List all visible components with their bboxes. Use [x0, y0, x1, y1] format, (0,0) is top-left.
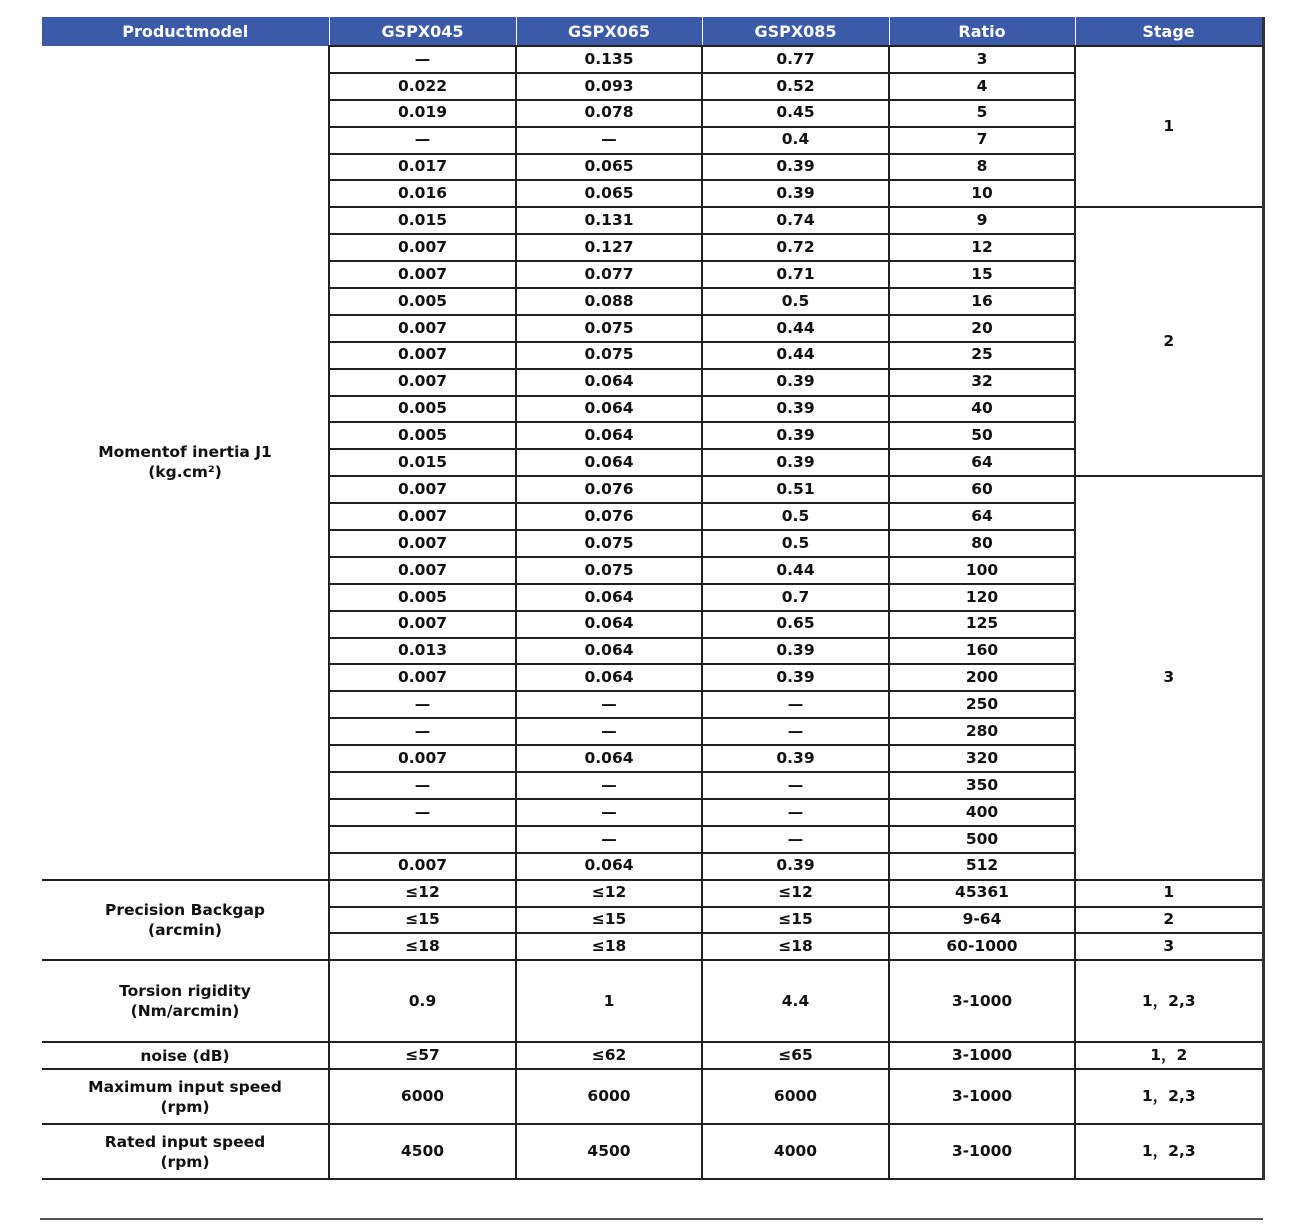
- table-cell: 200: [889, 664, 1075, 691]
- table-cell: —: [702, 772, 889, 799]
- table-cell: ≤65: [702, 1042, 889, 1069]
- table-cell: 0.39: [702, 422, 889, 449]
- table-cell: 0.064: [516, 638, 702, 665]
- table-cell: 0.065: [516, 154, 702, 181]
- table-cell: 0.065: [516, 180, 702, 207]
- table-cell: 0.127: [516, 234, 702, 261]
- table-cell: ≤18: [329, 933, 516, 960]
- inertia-label-line2: (kg.cm²): [148, 463, 222, 482]
- table-cell: 8: [889, 154, 1075, 181]
- table-cell: —: [516, 718, 702, 745]
- table-cell: 0.078: [516, 100, 702, 127]
- table-cell: 0.007: [329, 611, 516, 638]
- table-cell: 20: [889, 315, 1075, 342]
- table-cell: 0.075: [516, 557, 702, 584]
- table-cell: 400: [889, 799, 1075, 826]
- table-cell: 32: [889, 369, 1075, 396]
- stage-cell: 3: [1075, 476, 1263, 879]
- backgap-label: [42, 880, 329, 961]
- table-cell: 2: [1075, 907, 1263, 934]
- backgap-label-line2: (arcmin): [148, 920, 222, 939]
- table-cell: —: [329, 127, 516, 154]
- header-ratio: Ratio: [889, 17, 1075, 46]
- table-cell: 0.015: [329, 207, 516, 234]
- header-gspx045: GSPX045: [329, 17, 516, 46]
- table-cell: ≤18: [516, 933, 702, 960]
- table-cell: 320: [889, 745, 1075, 772]
- table-cell: 0.52: [702, 73, 889, 100]
- table-cell: 0.007: [329, 261, 516, 288]
- table-cell: 0.005: [329, 584, 516, 611]
- table-cell: 0.075: [516, 342, 702, 369]
- table-cell: 0.093: [516, 73, 702, 100]
- table-cell: 3-1000: [889, 960, 1075, 1042]
- table-cell: 9-64: [889, 907, 1075, 934]
- header-row: [42, 17, 1263, 46]
- table-cell: 0.4: [702, 127, 889, 154]
- table-cell: 3-1000: [889, 1042, 1075, 1069]
- table-cell: —: [516, 772, 702, 799]
- table-cell: 0.088: [516, 288, 702, 315]
- inertia-section: [42, 46, 1263, 880]
- max-speed-label-line2: (rpm): [160, 1097, 210, 1116]
- backgap-section: [42, 880, 1263, 961]
- table-cell: 0.39: [702, 369, 889, 396]
- table-cell: 6000: [702, 1069, 889, 1124]
- table-cell: 0.51: [702, 476, 889, 503]
- table-cell: 0.007: [329, 476, 516, 503]
- table-cell: 60-1000: [889, 933, 1075, 960]
- table-cell: 0.075: [516, 315, 702, 342]
- table-cell: 0.39: [702, 396, 889, 423]
- table-cell: 0.71: [702, 261, 889, 288]
- table-cell: 0.72: [702, 234, 889, 261]
- table-cell: 250: [889, 691, 1075, 718]
- table-cell: 3: [1075, 933, 1263, 960]
- table-bottom-rule: [40, 1218, 1263, 1220]
- table-cell: 1，2,3: [1075, 960, 1263, 1042]
- table-cell: 6000: [516, 1069, 702, 1124]
- inertia-label: [42, 46, 329, 880]
- table-cell: 0.39: [702, 853, 889, 880]
- table-cell: 100: [889, 557, 1075, 584]
- table-cell: 500: [889, 826, 1075, 853]
- table-cell: 0.064: [516, 449, 702, 476]
- table-cell: 0.39: [702, 745, 889, 772]
- torsion-label: [42, 960, 329, 1042]
- table-cell: —: [329, 799, 516, 826]
- table-cell: 0.39: [702, 154, 889, 181]
- table-cell: 0.064: [516, 396, 702, 423]
- header-product-model: Productmodel: [42, 17, 329, 46]
- table-cell: 1，2,3: [1075, 1124, 1263, 1179]
- table-cell: 64: [889, 449, 1075, 476]
- table-cell: ≤12: [329, 880, 516, 907]
- table-cell: 0.022: [329, 73, 516, 100]
- table-cell: 4500: [516, 1124, 702, 1179]
- table-cell: 50: [889, 422, 1075, 449]
- rated-speed-label-line1: Rated input speed: [104, 1132, 266, 1151]
- table-cell: 0.064: [516, 422, 702, 449]
- table-cell: 5: [889, 100, 1075, 127]
- table-cell: 0.65: [702, 611, 889, 638]
- max-speed-label: [42, 1069, 329, 1124]
- table-cell: 0.017: [329, 154, 516, 181]
- table-cell: 12: [889, 234, 1075, 261]
- table-cell: 0.075: [516, 530, 702, 557]
- table-cell: 0.007: [329, 530, 516, 557]
- table-row: [42, 880, 1263, 907]
- table-cell: 4500: [329, 1124, 516, 1179]
- table-cell: 0.45: [702, 100, 889, 127]
- table-cell: 0.007: [329, 234, 516, 261]
- table-cell: 1: [1075, 880, 1263, 907]
- table-cell: ≤12: [516, 880, 702, 907]
- table-cell: 125: [889, 611, 1075, 638]
- table-cell: 0.077: [516, 261, 702, 288]
- table-cell: 0.39: [702, 449, 889, 476]
- table-cell: 0.5: [702, 530, 889, 557]
- table-cell: —: [329, 46, 516, 73]
- table-cell: 0.74: [702, 207, 889, 234]
- table-cell: ≤12: [702, 880, 889, 907]
- table-cell: —: [702, 718, 889, 745]
- table-cell: —: [329, 718, 516, 745]
- table-cell: 0.39: [702, 664, 889, 691]
- table-cell: 0.007: [329, 369, 516, 396]
- table-cell: —: [329, 691, 516, 718]
- header-gspx065: GSPX065: [516, 17, 702, 46]
- table-cell: 280: [889, 718, 1075, 745]
- table-cell: 0.44: [702, 557, 889, 584]
- table-row: [42, 46, 1263, 73]
- table-cell: 0.076: [516, 476, 702, 503]
- table-cell: 0.013: [329, 638, 516, 665]
- torsion-row: [42, 960, 1263, 1042]
- table-cell: —: [329, 772, 516, 799]
- table-cell: 10: [889, 180, 1075, 207]
- table-cell: 0.39: [702, 638, 889, 665]
- table-cell: ≤18: [702, 933, 889, 960]
- table-cell: 1，2,3: [1075, 1069, 1263, 1124]
- table-cell: 4.4: [702, 960, 889, 1042]
- max-speed-label-line1: Maximum input speed: [88, 1077, 282, 1096]
- table-cell: ≤62: [516, 1042, 702, 1069]
- table-cell: 0.44: [702, 342, 889, 369]
- table-cell: —: [702, 799, 889, 826]
- table-cell: 64: [889, 503, 1075, 530]
- table-cell: 7: [889, 127, 1075, 154]
- table-cell: —: [516, 691, 702, 718]
- table-cell: 15: [889, 261, 1075, 288]
- table-cell: 80: [889, 530, 1075, 557]
- table-cell: 4: [889, 73, 1075, 100]
- table-cell: 0.44: [702, 315, 889, 342]
- table-cell: 1: [516, 960, 702, 1042]
- header-stage: Stage: [1075, 17, 1263, 46]
- noise-label: noise (dB): [42, 1042, 329, 1069]
- torsion-label-line1: Torsion rigidity: [119, 982, 251, 1001]
- table-cell: —: [516, 826, 702, 853]
- table-cell: 512: [889, 853, 1075, 880]
- table-cell: 1，2: [1075, 1042, 1263, 1069]
- table-cell: —: [516, 799, 702, 826]
- table-cell: ≤15: [329, 907, 516, 934]
- table-cell: 0.064: [516, 745, 702, 772]
- table-cell: 25: [889, 342, 1075, 369]
- stage-cell: 1: [1075, 46, 1263, 207]
- table-cell: 3-1000: [889, 1124, 1075, 1179]
- table-cell: 60: [889, 476, 1075, 503]
- table-cell: 0.064: [516, 611, 702, 638]
- table-cell: 0.015: [329, 449, 516, 476]
- table-cell: 0.007: [329, 503, 516, 530]
- stage-cell: 2: [1075, 207, 1263, 476]
- table-cell: 0.5: [702, 503, 889, 530]
- table-cell: 0.005: [329, 422, 516, 449]
- table-cell: 0.007: [329, 745, 516, 772]
- table-cell: 0.007: [329, 557, 516, 584]
- table-cell: 0.064: [516, 369, 702, 396]
- inertia-label-line1: Momentof inertia J1: [98, 443, 272, 462]
- table-cell: 0.007: [329, 315, 516, 342]
- table-cell: 0.007: [329, 342, 516, 369]
- table-cell: 0.007: [329, 664, 516, 691]
- table-cell: 0.5: [702, 288, 889, 315]
- table-cell: 0.076: [516, 503, 702, 530]
- table-cell: 0.005: [329, 396, 516, 423]
- table-cell: 0.9: [329, 960, 516, 1042]
- rated-speed-row: [42, 1124, 1263, 1179]
- other-specs-section: [42, 960, 1263, 1179]
- table-cell: ≤57: [329, 1042, 516, 1069]
- table-cell: 0.019: [329, 100, 516, 127]
- table-cell: —: [702, 826, 889, 853]
- table-cell: 0.005: [329, 288, 516, 315]
- rated-speed-label: [42, 1124, 329, 1179]
- table-cell: [329, 826, 516, 853]
- table-cell: 4000: [702, 1124, 889, 1179]
- specs-table: [42, 17, 1265, 1180]
- table-cell: 0.064: [516, 584, 702, 611]
- table-cell: 0.135: [516, 46, 702, 73]
- table-cell: 3: [889, 46, 1075, 73]
- table-cell: 0.131: [516, 207, 702, 234]
- table-cell: 0.016: [329, 180, 516, 207]
- table-cell: ≤15: [702, 907, 889, 934]
- table-cell: —: [702, 691, 889, 718]
- rated-speed-label-line2: (rpm): [160, 1152, 210, 1171]
- noise-row: [42, 1042, 1263, 1069]
- table-cell: 40: [889, 396, 1075, 423]
- table-cell: ≤15: [516, 907, 702, 934]
- table-cell: 120: [889, 584, 1075, 611]
- table-cell: 45361: [889, 880, 1075, 907]
- table-cell: 0.39: [702, 180, 889, 207]
- table-cell: 160: [889, 638, 1075, 665]
- table-cell: 0.064: [516, 664, 702, 691]
- max-speed-row: [42, 1069, 1263, 1124]
- table-cell: —: [516, 127, 702, 154]
- table-cell: 0.064: [516, 853, 702, 880]
- table-cell: 16: [889, 288, 1075, 315]
- table-cell: 6000: [329, 1069, 516, 1124]
- table-cell: 9: [889, 207, 1075, 234]
- table-cell: 0.7: [702, 584, 889, 611]
- header-gspx085: GSPX085: [702, 17, 889, 46]
- table-cell: 3-1000: [889, 1069, 1075, 1124]
- backgap-label-line1: Precision Backgap: [104, 900, 266, 919]
- torsion-label-line2: (Nm/arcmin): [130, 1002, 240, 1021]
- table-cell: 0.77: [702, 46, 889, 73]
- table-cell: 0.007: [329, 853, 516, 880]
- table-cell: 350: [889, 772, 1075, 799]
